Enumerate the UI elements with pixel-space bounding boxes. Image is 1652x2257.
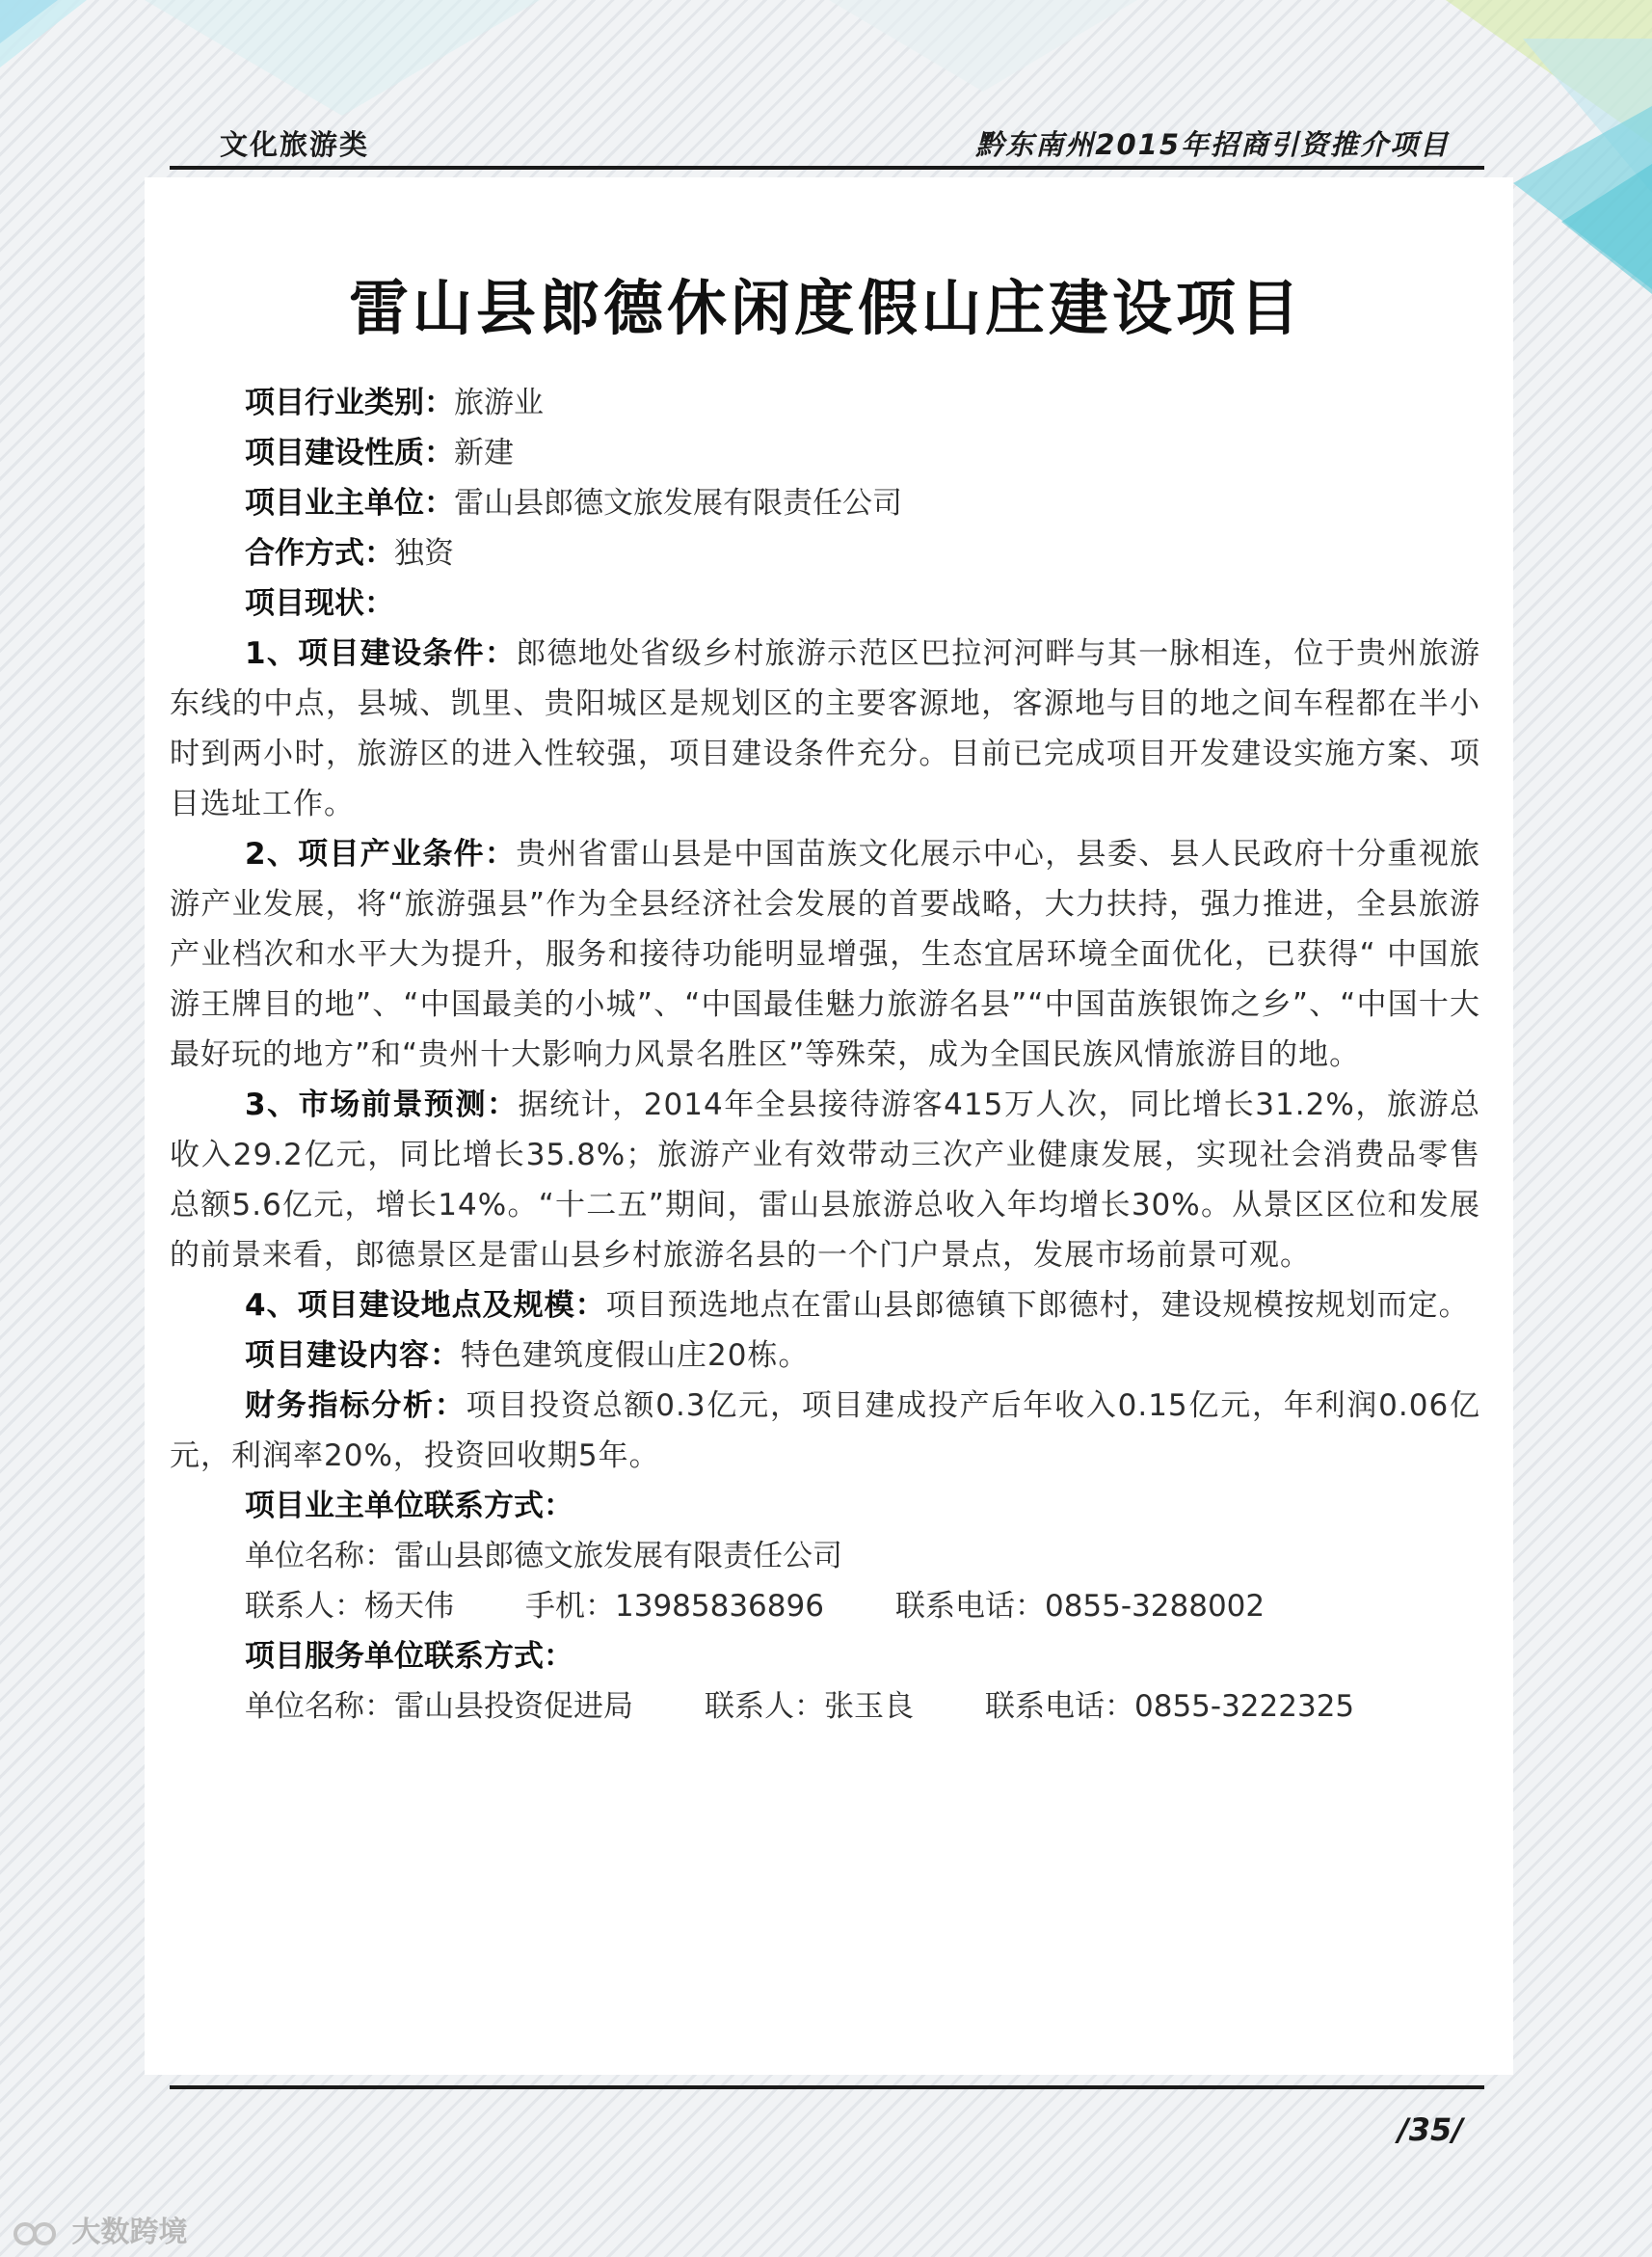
section-label: 4、项目建设地点及规模： [245,1288,606,1323]
footer-divider [170,2085,1484,2089]
info-value: 独资 [394,536,454,571]
info-label: 项目建设性质： [245,436,454,470]
info-label: 项目业主单位： [245,486,454,521]
info-value: 新建 [454,436,514,470]
phone-label: 联系电话： [985,1689,1134,1724]
info-nature [170,428,1480,478]
section-label: 1、项目建设条件： [245,636,517,671]
status-heading [170,578,1480,629]
service-contact-label: 项目服务单位联系方式： [245,1639,573,1674]
mobile-number: 13985836896 [615,1589,824,1624]
info-owner [170,478,1480,528]
watermark [12,2208,187,2250]
mobile-label: 手机： [525,1589,615,1624]
phone-number: 0855-3288002 [1044,1589,1266,1624]
info-label: 项目行业类别： [245,386,454,420]
unit-label: 单位名称： [245,1539,394,1573]
document-body [170,378,1480,1732]
service-contact-heading [170,1631,1480,1681]
finance-text: 项目投资总额0.3亿元，项目建成投产后年收入0.15亿元，年利润0.06亿元，利润率20%，投资回收期5年。 [170,1388,1480,1473]
unit-label: 单位名称： [245,1689,394,1724]
person-name: 杨天伟 [364,1589,454,1624]
phone-number: 0855-3222325 [1134,1689,1355,1724]
person-label: 联系人： [245,1589,364,1624]
info-label: 合作方式： [245,536,394,571]
section-text: 据统计，2014年全县接待游客415万人次，同比增长31.2%，旅游总收入29.2亿元，同比增长35.8%；旅游产业有效带动三次产业健康发展，实现社会消费品零售总额5.6亿元，增长14%。“十二五”期间，雷山县旅游总收入年均增长30%。从景区区位和发展的前景来看，郎德景区是雷山县乡村旅游名县的一个门户景点，发展市场前景可观。 [170,1088,1480,1273]
phone-label: 联系电话： [894,1589,1045,1624]
unit-name: 雷山县郎德文旅发展有限责任公司 [394,1539,842,1573]
person-name: 张玉良 [824,1689,914,1724]
finance-label: 财务指标分析： [245,1388,466,1423]
section-location-scale [170,1280,1480,1330]
status-label: 项目现状： [245,586,394,621]
section-construction-conditions [170,629,1480,829]
financial-analysis [170,1381,1480,1481]
construction-text: 特色建筑度假山庄20栋。 [461,1338,810,1373]
section-category: 文化旅游类 [220,128,370,161]
info-industry [170,378,1480,428]
construction-content [170,1330,1480,1381]
page-number: /35/ [1398,2111,1463,2148]
service-contact-details [170,1681,1480,1732]
section-text: 项目预选地点在雷山县郎德镇下郎德村，建设规模按规划而定。 [605,1288,1470,1323]
section-label: 3、市场前景预测： [245,1088,519,1122]
owner-contact-heading [170,1481,1480,1531]
unit-name: 雷山县投资促进局 [394,1689,633,1724]
section-label: 2、项目产业条件： [245,837,517,872]
info-value: 雷山县郎德文旅发展有限责任公司 [454,486,902,521]
person-label: 联系人： [705,1689,824,1724]
section-text: 贵州省雷山县是中国苗族文化展示中心，县委、县人民政府十分重视旅游产业发展，将“旅游强县”作为全县经济社会发展的首要战略，大力扶持，强力推进，全县旅游产业档次和水平大为提升，服务和接待功能明显增强，生态宜居环境全面优化，已获得“ 中国旅游王牌目的地”、“中国最美的小城”、“中国最佳魅力旅游名县”“中国苗族银饰之乡”、“中国十大最好玩的地方”和“贵州十大影响力风景名胜区”等殊荣，成为全国民族风情旅游目的地。 [170,837,1481,1072]
publication-title: 黔东南州2015年招商引资推介项目 [975,128,1450,161]
section-market-outlook [170,1080,1480,1280]
construction-label: 项目建设内容： [245,1338,461,1373]
info-cooperation [170,528,1480,578]
section-text: 郎德地处省级乡村旅游示范区巴拉河河畔与其一脉相连，位于贵州旅游东线的中点，县城、凯里、贵阳城区是规划区的主要客源地，客源地与目的地之间车程都在半小时到两小时，旅游区的进入性较强，项目建设条件充分。目前已完成项目开发建设实施方案、项目选址工作。 [170,636,1481,821]
watermark-text: 大数跨境 [71,2216,188,2249]
owner-contact-label: 项目业主单位联系方式： [245,1489,573,1523]
owner-contact-unit [170,1531,1480,1581]
header-divider [170,166,1484,170]
watermark-logo-icon [12,2219,62,2248]
page-title: 雷山县郎德休闲度假山庄建设项目 [348,273,1303,343]
info-value: 旅游业 [454,386,544,420]
section-industry-conditions [170,829,1480,1080]
owner-contact-details [170,1581,1480,1631]
